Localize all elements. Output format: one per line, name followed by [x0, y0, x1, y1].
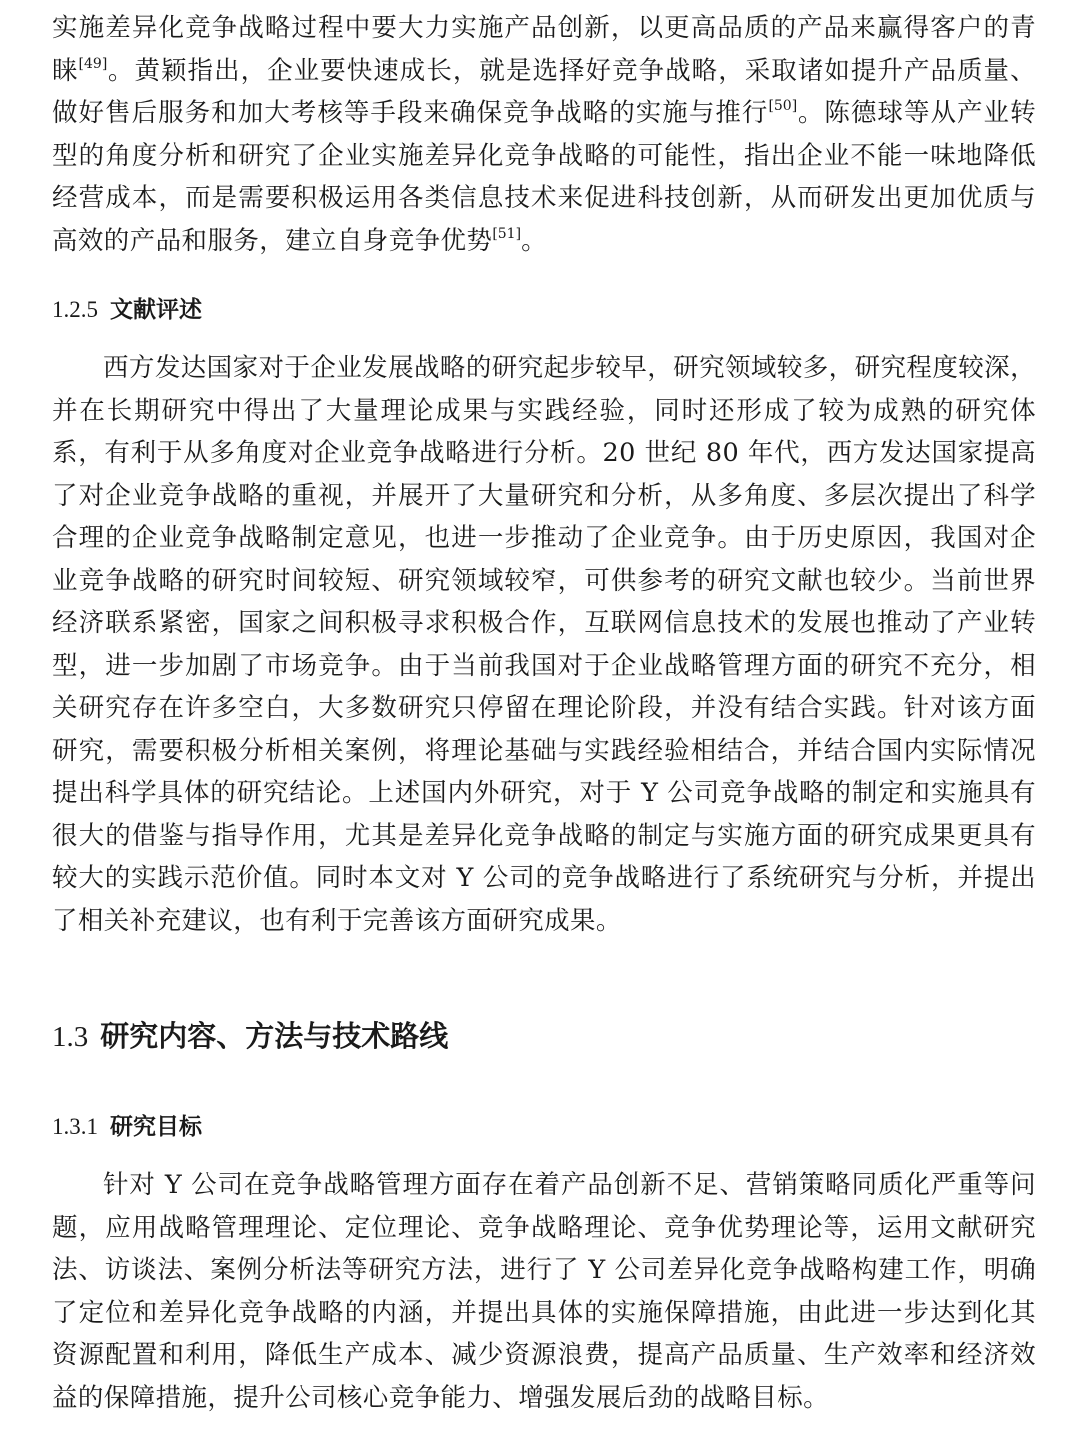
section-heading-1-3 [52, 1016, 448, 1057]
intro-text-1: 实施差异化竞争战略过程中要大力实施产品创新，以更高品质的产品来赢得客户的青睐 [52, 13, 1036, 86]
citation-50: [50] [768, 98, 798, 114]
section-number: 1.3.1 [52, 1114, 98, 1139]
citation-49: [49] [78, 55, 108, 72]
citation-51: [51] [492, 225, 522, 242]
document-page [52, 0, 1036, 1440]
intro-text-2: 。黄颖指出，企业要快速成长，就是选择好竞争战略，采取诸如提升产品质量、做好售后服务和加大考核等手段来确保竞争战略的实施与推行 [52, 55, 1036, 128]
section-heading-1-3-1 [52, 1111, 202, 1143]
intro-text-4: 。 [521, 225, 547, 256]
section-number: 1.3 [52, 1021, 89, 1053]
intro-text-3: 。陈德球等从产业转型的角度分析和研究了企业实施差异化竞争战略的可能性，指出企业不能一味地降低经营成本，而是需要积极运用各类信息技术来促进科技创新，从而研发出更加优质与高效的产品和服务，建立自身竞争优势 [52, 98, 1036, 256]
review-paragraph: 西方发达国家对于企业发展战略的研究起步较早，研究领域较多，研究程度较深，并在长期研究中得出了大量理论成果与实践经验，同时还形成了较为成熟的研究体系，有利于从多角度对企业竞争战略进行分析。20 世纪 80 年代，西方发达国家提高了对企业竞争战略的重视，并展开了大量研究和分析，从多角度、多层次提出了科学合理的企业竞争战略制定意见，也进一步推动了企业竞争。由于历史原因，我国对企业竞争战略的研究时间较短、研究领域较窄，可供参考的研究文献也较少。当前世界经济联系紧密，国家之间积极寻求积极合作，互联网信息技术的发展也推动了产业转型，进一步加剧了市场竞争。由于当前我国对于企业战略管理方面的研究不充分，相关研究存在许多空白，大多数研究只停留在理论阶段，并没有结合实践。针对该方面研究，需要积极分析相关案例，将理论基础与实践经验相结合，并结合国内实际情况提出科学具体的研究结论。上述国内外研究，对于 Y 公司竞争战略的制定和实施具有很大的借鉴与指导作用，尤其是差异化竞争战略的制定与实施方面的研究成果更具有较大的实践示范价值。同时本文对 Y 公司的竞争战略进行了系统研究与分析，并提出了相关补充建议，也有利于完善该方面研究成果。 [52, 353, 1036, 936]
section-title: 研究目标 [110, 1113, 202, 1140]
section-title: 文献评述 [110, 296, 202, 323]
section-title: 研究内容、方法与技术路线 [100, 1019, 449, 1053]
objective-paragraph: 针对 Y 公司在竞争战略管理方面存在着产品创新不足、营销策略同质化严重等问题，应用战略管理理论、定位理论、竞争战略理论、竞争优势理论等，运用文献研究法、访谈法、案例分析法等研究方法，进行了 Y 公司差异化竞争战略构建工作，明确了定位和差异化竞争战略的内涵，并提出具体的实施保障措施，由此进一步达到化其资源配置和利用，降低生产成本、减少资源浪费，提高产品质量、生产效率和经济效益的保障措施，提升公司核心竞争能力、增强发展后劲的战略目标。 [52, 1170, 1036, 1413]
intro-paragraph [52, 7, 1036, 262]
section-heading-1-2-5 [52, 294, 202, 326]
section-number: 1.2.5 [52, 297, 98, 322]
